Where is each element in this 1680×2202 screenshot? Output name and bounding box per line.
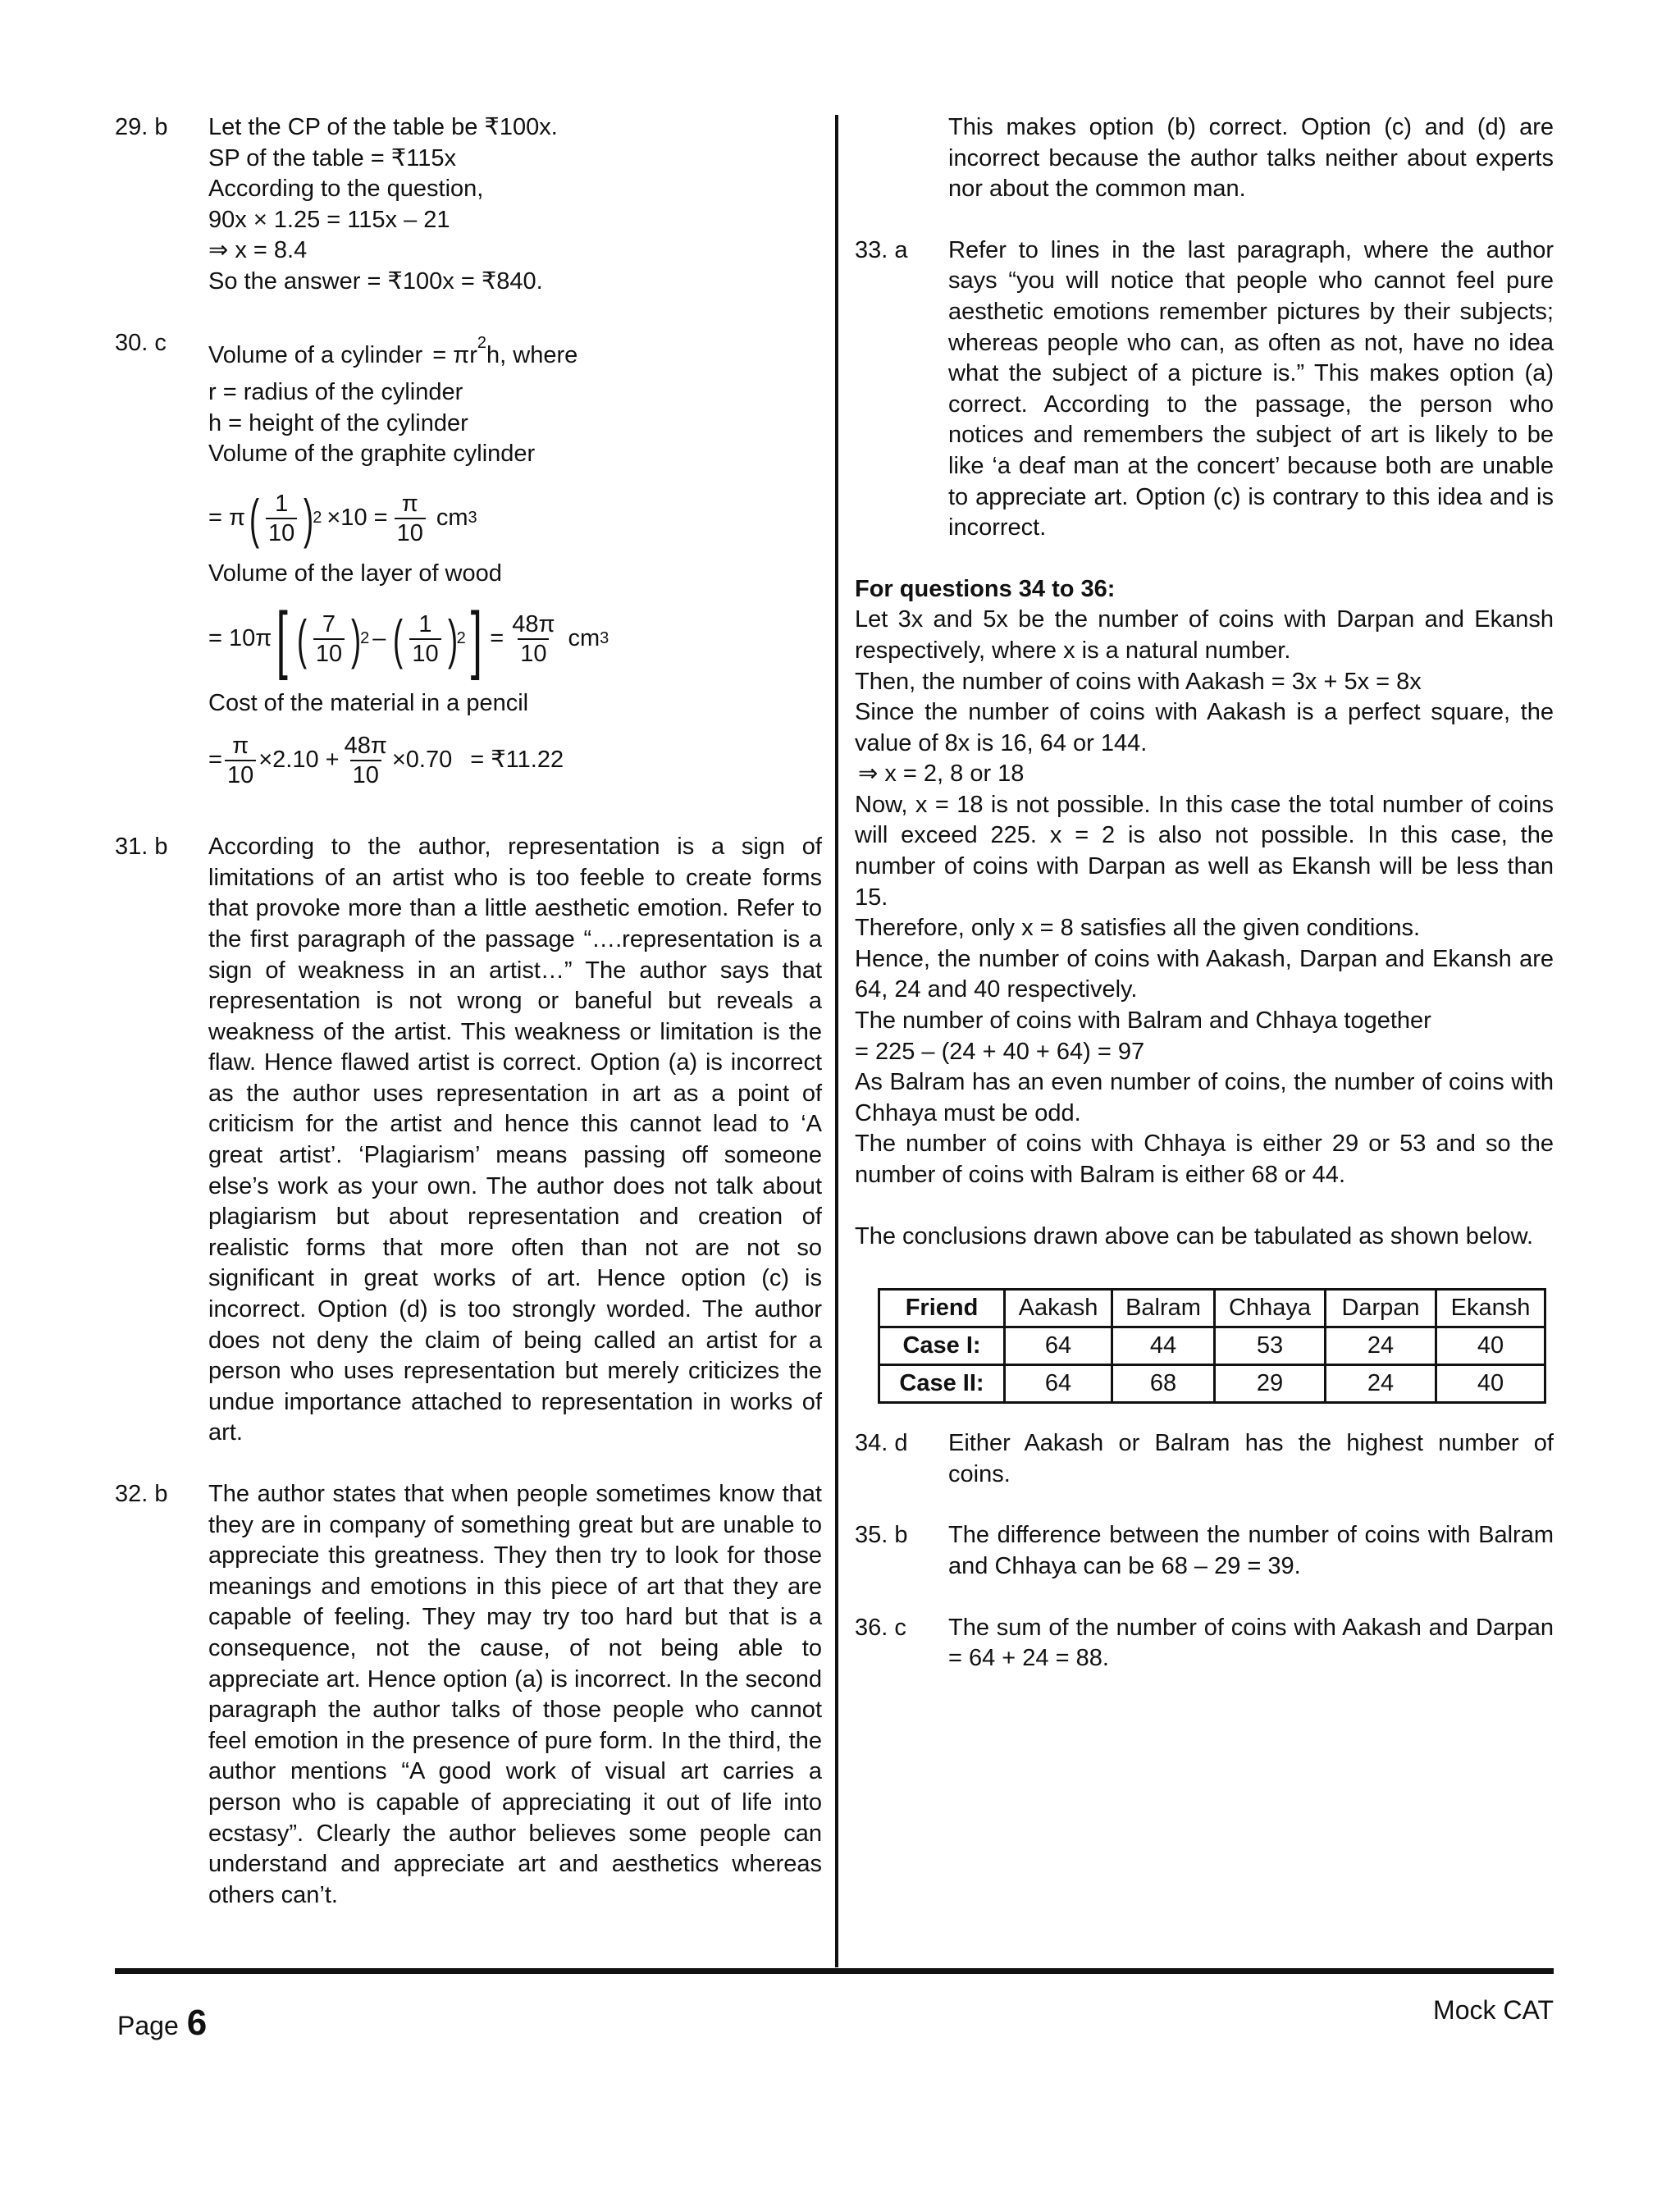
- denominator: 10: [225, 760, 256, 789]
- table-header: Balram: [1112, 1290, 1215, 1327]
- answer-33: [855, 235, 1554, 544]
- line: Volume of the layer of wood: [208, 560, 502, 587]
- page-number-value: 6: [186, 2003, 208, 2043]
- eq-lhs: = 10π: [208, 624, 272, 651]
- question-number: 36. c: [855, 1614, 906, 1641]
- set-conclusion: The conclusions drawn above can be tabulated as shown below.: [855, 1222, 1534, 1249]
- paren-open: (: [249, 487, 260, 549]
- denominator: 10: [350, 760, 381, 789]
- paren-close: ): [351, 608, 362, 669]
- unit-sup: 3: [468, 509, 477, 528]
- fraction: [395, 490, 426, 547]
- table-row: [879, 1365, 1545, 1403]
- numerator: 48π: [512, 610, 555, 637]
- set-line: ⇒ x = 2, 8 or 18: [858, 761, 1025, 788]
- fraction: [225, 732, 256, 789]
- answer-32-continued: [855, 112, 1554, 205]
- answer-31: [115, 832, 822, 1449]
- unit: cm: [436, 505, 468, 532]
- numerator: 7: [322, 610, 336, 637]
- bracket-close: ]: [470, 596, 482, 681]
- brand-name: Mock CAT: [1433, 1995, 1554, 2025]
- denominator: 10: [518, 638, 549, 668]
- answer-body: The author states that when people sometimes know that they are in company of something great but are unable to appreciate this greatness. They then try to look for those meanings and emotions in this piece of art that they are capable of feeling. They may try too hard but that is a consequence, not the cause, of not being able to appreciate art. Hence option (a) is incorrect. In the second paragraph the author talks of those people who cannot feel emotion in the presence of pure form. In the third, the author mentions “A good work of visual art carries a person who is capable of appreciating it out of life into ecstasy”. Clearly the author believes some people can understand and appreciate art and aesthetics whereas others can’t.: [208, 1481, 822, 1908]
- table-cell: 68: [1112, 1365, 1215, 1403]
- line: h = height of the cylinder: [208, 409, 468, 436]
- table-header: Ekansh: [1436, 1290, 1545, 1327]
- answer-body: [208, 112, 822, 298]
- numerator: 1: [418, 610, 432, 637]
- line: [208, 328, 822, 372]
- line: Cost of the material in a pencil: [208, 689, 529, 716]
- set-line: The number of coins with Balram and Chhaya together: [855, 1007, 1431, 1035]
- answer-body: The sum of the number of coins with Aakash and Darpan = 64 + 24 = 88.: [948, 1614, 1554, 1672]
- line: SP of the table = ₹115x: [208, 144, 456, 171]
- intro-sup: 2: [477, 333, 487, 352]
- table-cell: 40: [1436, 1327, 1545, 1365]
- question-number: 34. d: [855, 1430, 908, 1457]
- paren-close: ): [447, 608, 458, 669]
- paren-open: (: [296, 608, 307, 669]
- column-divider: [835, 115, 838, 1967]
- line: So the answer = ₹100x = ₹840.: [208, 267, 543, 295]
- question-set-34-36: [855, 574, 1554, 1404]
- line: According to the question,: [208, 176, 484, 203]
- equation-wood-volume: [208, 596, 822, 681]
- table-cell: 64: [1005, 1365, 1112, 1403]
- eq-mid: ×10 =: [326, 505, 388, 532]
- table-cell: Case II:: [879, 1365, 1005, 1403]
- eq-result: = ₹11.22: [470, 747, 564, 774]
- table-header-row: [879, 1290, 1545, 1327]
- intro-text: Volume of a cylinder: [208, 341, 423, 368]
- line: ⇒ x = 8.4: [208, 237, 308, 264]
- table-cell: 40: [1436, 1365, 1545, 1403]
- right-column: [855, 112, 1554, 1705]
- answer-35: [855, 1520, 1554, 1582]
- equation-pencil-cost: [208, 732, 822, 789]
- table-row: [879, 1327, 1545, 1365]
- table-cell: 24: [1326, 1365, 1436, 1403]
- page-number: [117, 2003, 207, 2044]
- table-cell: 53: [1215, 1327, 1326, 1365]
- answer-body: [208, 328, 822, 802]
- page-label: Page: [117, 2011, 179, 2040]
- set-line: Since the number of coins with Aakash is a perfect square, the value of 8x is 16, 64 or 144.: [855, 699, 1554, 756]
- denominator: 10: [266, 518, 297, 547]
- set-line: Now, x = 18 is not possible. In this case the total number of coins will exceed 225. x = 2 is also not possible. In this case, the number of coins with Darpan as well as Ekansh will be less than 15.: [855, 791, 1554, 911]
- set-line: The number of coins with Chhaya is either 29 or 53 and so the number of coins with Balram is either 68 or 44.: [855, 1131, 1554, 1188]
- fraction: [266, 490, 297, 547]
- equation-graphite-volume: [208, 487, 822, 549]
- answer-body: Either Aakash or Balram has the highest number of coins.: [948, 1430, 1554, 1487]
- table-header: Chhaya: [1215, 1290, 1326, 1327]
- exponent: 2: [360, 628, 370, 647]
- intro-eq: = πr: [432, 341, 477, 368]
- table-cell: 24: [1326, 1327, 1436, 1365]
- unit: cm: [568, 624, 600, 651]
- bracket-open: [: [276, 596, 289, 681]
- question-number: 30. c: [115, 329, 167, 356]
- numerator: 1: [275, 490, 289, 517]
- eq-mid: ×0.70: [391, 747, 453, 774]
- eq-mid: ×2.10 +: [258, 747, 340, 774]
- question-number: 31. b: [115, 834, 168, 861]
- question-number: 33. a: [855, 236, 908, 263]
- answer-30: [115, 328, 822, 802]
- exponent: 2: [456, 628, 466, 647]
- minus: –: [372, 624, 386, 651]
- table-header: Friend: [879, 1290, 1005, 1327]
- line: r = radius of the cylinder: [208, 379, 463, 406]
- paren-open: (: [393, 608, 404, 669]
- numerator: π: [401, 490, 418, 517]
- answer-body: Refer to lines in the last paragraph, where the author says “you will notice that people who cannot feel pure aesthetic emotions remember pictures by their subjects; whereas people who can, as often as not, have no idea what the subject of a picture is.” This makes option (a) correct. According to the passage, the person who notices and remembers the subject of art is likely to be like ‘a deaf man at the concert’ because both are unable to appreciate art. Option (c) is contrary to this idea and is incorrect.: [948, 236, 1554, 541]
- eq-lhs: = π: [208, 505, 246, 532]
- footer-rule: [115, 1968, 1554, 1974]
- exponent: 2: [313, 509, 322, 528]
- set-line: As Balram has an even number of coins, the number of coins with Chhaya must be odd.: [855, 1069, 1554, 1126]
- numerator: π: [232, 733, 249, 760]
- answer-body: The difference between the number of coins with Balram and Chhaya can be 68 – 29 = 39.: [948, 1522, 1554, 1579]
- left-column: [115, 112, 822, 1911]
- answer-body: This makes option (b) correct. Option (c) and (d) are incorrect because the author talks neither about experts nor about the common man.: [948, 114, 1554, 203]
- eq-lhs: =: [208, 747, 222, 774]
- fraction: [409, 610, 441, 668]
- fraction: [342, 732, 390, 789]
- set-line: Hence, the number of coins with Aakash, Darpan and Ekansh are 64, 24 and 40 respectively.: [855, 945, 1554, 1003]
- table-cell: Case I:: [879, 1327, 1005, 1365]
- line: Let the CP of the table be ₹100x.: [208, 114, 558, 140]
- set-line: Let 3x and 5x be the number of coins with Darpan and Ekansh respectively, where x is a natural number.: [855, 606, 1554, 664]
- intro-tail: h, where: [486, 341, 578, 368]
- table-cell: 44: [1112, 1327, 1215, 1365]
- table-cell: 64: [1005, 1327, 1112, 1365]
- fraction: [313, 610, 345, 668]
- line: Volume of the graphite cylinder: [208, 441, 536, 468]
- answer-34: [855, 1428, 1554, 1490]
- paren-close: ): [304, 487, 314, 549]
- set-line: Therefore, only x = 8 satisfies all the given conditions.: [855, 915, 1421, 942]
- denominator: 10: [409, 638, 441, 668]
- set-line: = 225 – (24 + 40 + 64) = 97: [855, 1038, 1145, 1065]
- answer-36: [855, 1613, 1554, 1674]
- question-number: 35. b: [855, 1522, 908, 1549]
- table-header: Aakash: [1005, 1290, 1112, 1327]
- denominator: 10: [313, 638, 345, 668]
- denominator: 10: [395, 518, 426, 547]
- equals: =: [490, 624, 504, 651]
- set-heading: For questions 34 to 36:: [855, 575, 1116, 602]
- question-number: 32. b: [115, 1481, 168, 1507]
- answer-body: According to the author, representation is a sign of limitations of an artist who is too feeble to create forms that provoke more than a little aesthetic emotion. Refer to the first paragraph of the passage “….representation is a sign of weakness in an artist…” The author says that representation is not wrong or baneful but reveals a weakness of the artist. This weakness or limitation is the flaw. Hence flawed artist is correct. Option (a) is incorrect as the author uses representation in art as a point of criticism for the artist and hence this cannot lead to ‘A great artist’. ‘Plagiarism’ means passing off someone else’s work as your own. The author does not talk about plagiarism but about representation and creation of realistic forms that more often than not are not so significant in great works of art. Hence option (c) is incorrect. Option (d) is too strongly worded. The author does not deny the claim of being called an artist for a person who uses representation but merely criticizes the undue importance attached to representation in works of art.: [208, 834, 822, 1446]
- table-cell: 29: [1215, 1365, 1326, 1403]
- question-number: 29. b: [115, 114, 168, 140]
- answer-29: [115, 112, 822, 298]
- fraction: [509, 610, 557, 668]
- table-header: Darpan: [1326, 1290, 1436, 1327]
- set-line: Then, the number of coins with Aakash = 3x + 5x = 8x: [855, 668, 1422, 695]
- coins-table: [878, 1288, 1546, 1404]
- answer-32: [115, 1479, 822, 1911]
- unit-sup: 3: [600, 628, 609, 647]
- line: 90x × 1.25 = 115x – 21: [208, 206, 450, 233]
- numerator: 48π: [344, 733, 387, 760]
